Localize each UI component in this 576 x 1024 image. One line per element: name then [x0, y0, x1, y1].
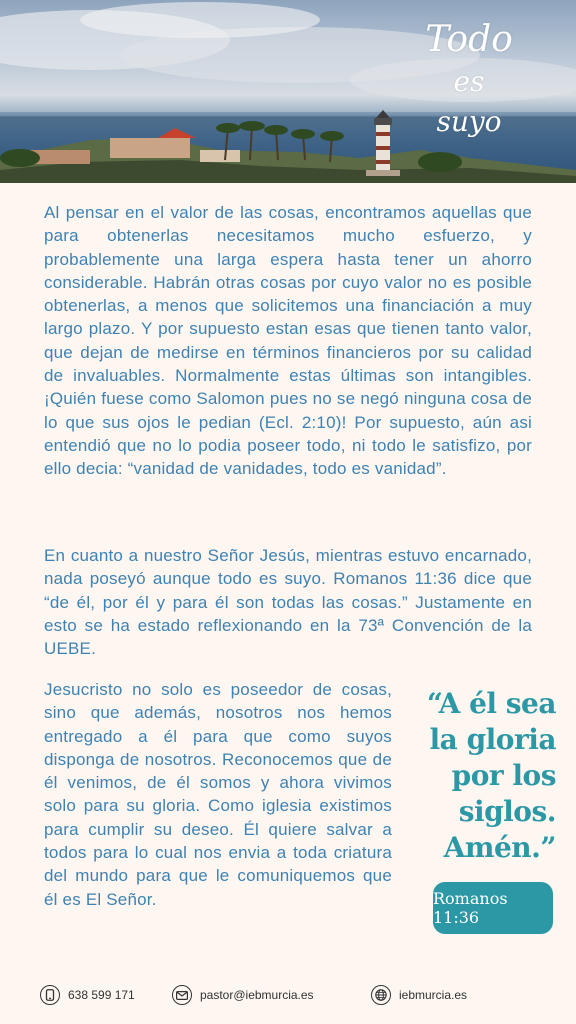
- scripture-reference-button[interactable]: Romanos 11:36: [433, 882, 553, 934]
- paragraph-church: Jesucristo no solo es poseedor de cosas, sino que además, nosotros nos hemos entregado a él para que como suyos disponga de nosotros. Reconocemos que de él venimos, de él somos y ahora vivimos solo para su gloria. Como iglesia existimos para cumplir su deseo. Él quiere salvar a todos para lo cual nos envia a toda criatura del mundo para que le comuniquemos que él es El Señor.: [44, 680, 392, 909]
- phone-icon: [40, 985, 60, 1005]
- contact-website[interactable]: [371, 980, 467, 1010]
- contact-footer: [0, 980, 576, 1010]
- quote-line: “A él sea: [426, 687, 556, 720]
- hero-title-line-2: es: [453, 65, 485, 98]
- paragraph-intro: Al pensar en el valor de las cosas, encontramos aquellas que para obtenerlas necesitamos mucho esfuerzo, y probablemente una larga espera hasta tener un ahorro considerable. Habrán otras cosas por cuyo valor no es posible obtenerlas, a menos que solicitemos una financiación a muy largo plazo. Y por supuesto estan esas que tienen tanto valor, que dejan de medirse en términos financieros por su calidad de invaluables. Normalmente estas últimas son intangibles. ¡Quién fuese como Salomon pues no se negó ninguna cosa de lo que sus ojos le pedian (Ecl. 2:10)! Por supuesto, aún asi entendió que no lo podia poseer todo, ni todo le satisfizo, por ello decia: “vanidad de vanidades, todo es vanidad”.: [44, 203, 532, 479]
- phone-number: 638 599 171: [68, 988, 135, 1002]
- quote-line: la gloria: [429, 723, 556, 756]
- globe-icon: [371, 985, 391, 1005]
- hero-title-line-1: Todo: [425, 19, 513, 60]
- email-address: pastor@iebmurcia.es: [200, 988, 314, 1002]
- hero-image: [0, 0, 576, 183]
- mail-icon: [172, 985, 192, 1005]
- website-url: iebmurcia.es: [399, 988, 468, 1002]
- quote-line: por los: [451, 759, 556, 792]
- quote-line: siglos.: [458, 795, 556, 828]
- pull-quote: [410, 686, 556, 866]
- hero-title: [414, 18, 524, 142]
- contact-phone[interactable]: [40, 980, 135, 1010]
- contact-email[interactable]: [172, 980, 314, 1010]
- quote-line: Amén.”: [443, 831, 556, 864]
- hero-title-line-3: suyo: [436, 105, 502, 138]
- paragraph-jesus: En cuanto a nuestro Señor Jesús, mientras estuvo encarnado, nada poseyó aunque todo es suyo. Romanos 11:36 dice que “de él, por él y para él son todas las cosas.” Justamente en esto se ha estado reflexionando en la 73ª Convención de la UEBE.: [44, 546, 532, 659]
